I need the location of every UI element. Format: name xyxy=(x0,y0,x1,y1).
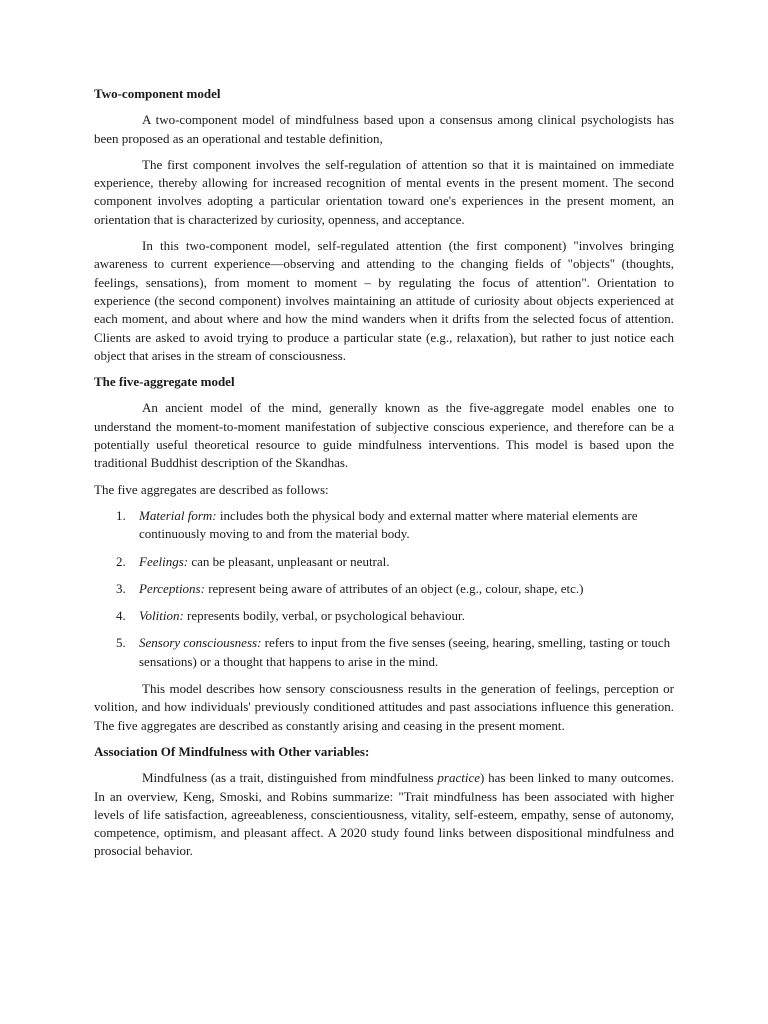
paragraph-model-describes: This model describes how sensory consciousness results in the generation of feelings, perception or volition, and how individuals' previously conditioned attitudes and past associations influence this generation. The five aggregates are described as constantly arising and ceasing in the present moment. xyxy=(94,681,674,733)
list-item xyxy=(94,507,674,544)
list-item-number: 3. xyxy=(116,580,126,596)
paragraph-aggregates-described: The five aggregates are described as follows: xyxy=(94,481,329,497)
paragraph-trait-mindfulness xyxy=(94,769,674,860)
list-item-text: includes both the physical body and external matter where material elements are continuously moving to and from the material body. xyxy=(139,507,638,542)
heading-association: Association Of Mindfulness with Other variables: xyxy=(94,743,370,759)
list-item-number: 1. xyxy=(116,507,126,523)
list-item-term: Sensory consciousness: xyxy=(139,635,262,651)
paragraph-five-aggregate-intro: An ancient model of the mind, generally known as the five-aggregate model enables one to understand the moment-to-moment manifestation of subjective conscious experience, and therefore can be a potentially useful theoretical resource to guide mindfulness interventions. This model is based upon the traditional Buddhist description of the Skandhas. xyxy=(94,400,674,471)
paragraph-first-second-component: The first component involves the self-regulation of attention so that it is maintained on immediate experience, thereby allowing for increased recognition of mental events in the present moment. The second component involves adopting a particular orientation toward one's experiences in the present moment, an orientation that is characterized by curiosity, openness, and acceptance. xyxy=(94,156,674,227)
aggregates-list xyxy=(94,507,674,671)
list-item-text: refers to input from the five senses (seeing, hearing, smelling, tasting or touch sensations) or a thought that happens to arise in the mind. xyxy=(139,635,671,669)
list-item-number: 5. xyxy=(116,635,126,651)
list-item xyxy=(94,553,674,571)
list-item xyxy=(94,580,674,598)
list-item xyxy=(94,607,674,625)
list-item-text: represents bodily, verbal, or psychological behaviour. xyxy=(183,608,465,624)
heading-two-component-model: Two-component model xyxy=(94,86,221,101)
list-item-term: Material form: xyxy=(139,507,217,523)
list-item-number: 4. xyxy=(116,608,126,624)
document-page xyxy=(94,85,674,861)
list-item-text: can be pleasant, unpleasant or neutral. xyxy=(188,553,390,569)
list-item-number: 2. xyxy=(116,553,126,569)
paragraph-two-component-intro: A two-component model of mindfulness based upon a consensus among clinical psychologists has been proposed as an operational and testable definition, xyxy=(94,112,674,146)
paragraph-text-end: ) has been linked to many outcomes. In an overview, Keng, Smoski, and Robins summarize: "Trait mindfulness has been associated with higher levels of life satisfaction, agreeableness, conscientiousness, vitality, self-esteem, empathy, sense of autonomy, competence, optimism, and pleasant affect. A 2020 study found links between dispositional mindfulness and prosocial behavior. xyxy=(94,770,674,859)
paragraph-italic-practice: practice xyxy=(437,770,480,786)
list-item-term: Perceptions: xyxy=(139,580,205,596)
list-item xyxy=(94,634,674,671)
list-item-term: Feelings: xyxy=(139,553,189,569)
heading-five-aggregate-model: The five-aggregate model xyxy=(94,374,235,390)
list-item-term: Volition: xyxy=(139,608,184,624)
list-item-text: represent being aware of attributes of an object (e.g., colour, shape, etc.) xyxy=(204,580,584,596)
paragraph-self-regulated-attention: In this two-component model, self-regulated attention (the first component) "involves bringing awareness to current experience—observing and attending to the changing fields of "objects" (thoughts, feelings, sensations), from moment to moment – by regulating the focus of attention". Orientation to experience (the second component) involves maintaining an attitude of curiosity about objects experienced at each moment, and about where and how the mind wanders when it drifts from the selected focus of attention. Clients are asked to avoid trying to produce a particular state (e.g., relaxation), but rather to just notice each object that arises in the stream of consciousness. xyxy=(94,238,674,363)
paragraph-text-start: Mindfulness (as a trait, distinguished from mindfulness xyxy=(142,770,438,786)
